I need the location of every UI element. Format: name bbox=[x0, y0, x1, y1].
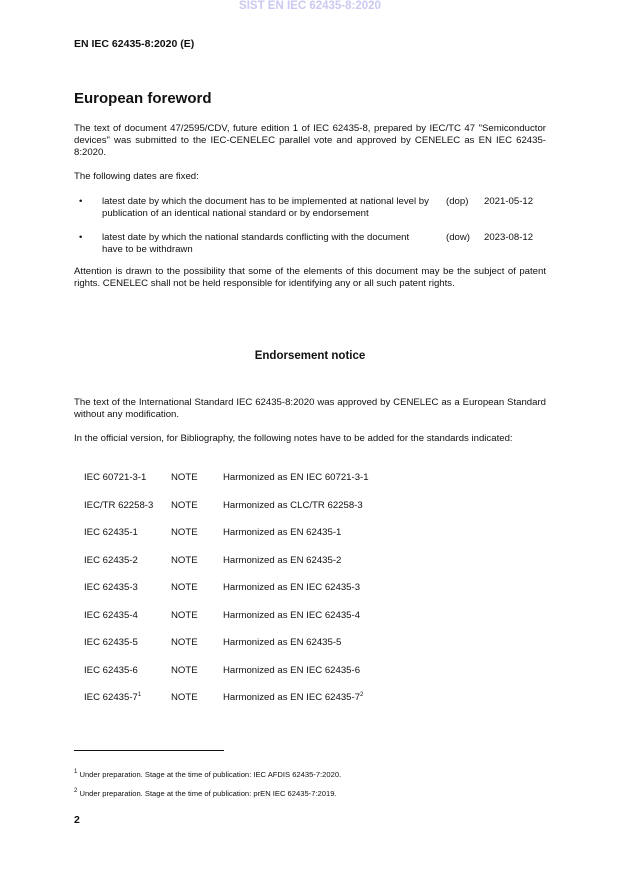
harmonized-text bbox=[223, 582, 360, 593]
date-description: latest date by which the document has to be implemented at national level by publication of an identical national standard or by endorsement bbox=[102, 196, 429, 219]
note-label: NOTE bbox=[171, 637, 198, 648]
harmonized-text-value: Harmonized as EN IEC 62435-7 bbox=[223, 692, 361, 703]
date-value: 2021-05-12 bbox=[484, 196, 534, 207]
note-row bbox=[84, 555, 544, 567]
harmonized-text-value: Harmonized as EN IEC 62435-4 bbox=[223, 609, 361, 621]
foreword-intro: The text of document 47/2595/CDV, future edition 1 of IEC 62435-8, prepared by IEC/TC 47 "Semiconductor devices" was submitted to the IEC-CENELEC parallel vote and approved by CENELEC as EN IEC 62435-8:2020. bbox=[74, 123, 546, 158]
standard-id bbox=[84, 610, 138, 621]
note-label: NOTE bbox=[171, 554, 198, 566]
harmonized-text-value: Harmonized as CLC/TR 62258-3 bbox=[223, 499, 363, 511]
date-code: (dop) bbox=[446, 196, 469, 207]
standard-id-text: IEC 62435-5 bbox=[84, 637, 138, 648]
harmonized-text-value: Harmonized as EN IEC 60721-3-1 bbox=[223, 472, 369, 483]
standard-id bbox=[84, 527, 138, 538]
harmonized-text bbox=[223, 692, 363, 703]
harmonized-text-value: Harmonized as EN 62435-5 bbox=[223, 637, 342, 648]
note-label: NOTE bbox=[171, 664, 198, 676]
standard-id bbox=[84, 555, 138, 566]
note-row bbox=[84, 500, 544, 512]
note-label: NOTE bbox=[171, 499, 198, 511]
harmonized-text bbox=[223, 665, 360, 676]
footnote-ref: 2 bbox=[360, 692, 364, 698]
note-row bbox=[84, 665, 544, 677]
footnote-ref: 1 bbox=[137, 692, 142, 698]
note-row bbox=[84, 472, 544, 484]
harmonized-text bbox=[223, 610, 360, 621]
page-number: 2 bbox=[74, 814, 80, 826]
harmonized-text-value: Harmonized as EN IEC 62435-3 bbox=[223, 582, 361, 593]
dates-intro: The following dates are fixed: bbox=[74, 171, 199, 182]
standard-id-text: IEC/TR 62258-3 bbox=[84, 499, 154, 511]
document-header: EN IEC 62435-8:2020 (E) bbox=[74, 38, 195, 50]
harmonized-text-value: Harmonized as EN 62435-2 bbox=[223, 554, 342, 566]
note-row bbox=[84, 610, 544, 622]
standard-id-text: IEC 62435-1 bbox=[84, 527, 138, 538]
standard-id-text: IEC 62435-4 bbox=[84, 609, 138, 621]
standard-id bbox=[84, 692, 141, 703]
standard-id bbox=[84, 637, 138, 648]
date-value: 2023-08-12 bbox=[484, 232, 534, 243]
harmonized-text bbox=[223, 472, 369, 483]
footnote-marker: 2 bbox=[74, 788, 78, 794]
date-code: (dow) bbox=[446, 232, 470, 243]
footnote-divider bbox=[74, 750, 224, 751]
standard-id-text: IEC 62435-7 bbox=[84, 692, 138, 703]
note-row bbox=[84, 582, 544, 594]
note-label: NOTE bbox=[171, 527, 198, 538]
footnote-2 bbox=[74, 788, 337, 798]
footnote-text: Under preparation. Stage at the time of publication: IEC AFDIS 62435-7:2020. bbox=[77, 770, 342, 779]
standard-id bbox=[84, 665, 138, 676]
note-row bbox=[84, 637, 544, 649]
standard-id bbox=[84, 582, 138, 593]
standard-id bbox=[84, 472, 146, 483]
patent-attention: Attention is drawn to the possibility that some of the elements of this document may be the subject of patent rights. CENELEC shall not be held responsible for identifying any or all such patent rights. bbox=[74, 266, 546, 289]
harmonized-text bbox=[223, 555, 341, 566]
foreword-title: European foreword bbox=[74, 90, 212, 107]
harmonized-text bbox=[223, 500, 363, 511]
footnote-1 bbox=[74, 769, 341, 779]
note-label: NOTE bbox=[171, 609, 198, 621]
standard-id-text: IEC 62435-2 bbox=[84, 554, 138, 566]
bibliography-text: In the official version, for Bibliography, the following notes have to be added for the standards indicated: bbox=[74, 433, 513, 444]
standard-id-text: IEC 60721-3-1 bbox=[84, 472, 147, 483]
bullet-icon: • bbox=[79, 232, 83, 243]
note-label: NOTE bbox=[171, 582, 198, 593]
footnote-marker: 1 bbox=[74, 769, 78, 775]
footnote-text: Under preparation. Stage at the time of publication: prEN IEC 62435-7:2019. bbox=[77, 789, 337, 798]
harmonized-text-value: Harmonized as EN IEC 62435-6 bbox=[223, 664, 361, 676]
watermark: SIST EN IEC 62435-8:2020 bbox=[239, 0, 381, 12]
date-description: latest date by which the national standards conflicting with the document have to be withdrawn bbox=[102, 232, 410, 255]
note-row bbox=[84, 692, 544, 704]
standard-id-text: IEC 62435-6 bbox=[84, 664, 138, 676]
standard-id bbox=[84, 500, 153, 511]
harmonized-text-value: Harmonized as EN 62435-1 bbox=[223, 527, 342, 538]
bullet-icon: • bbox=[79, 196, 83, 207]
note-label: NOTE bbox=[171, 472, 198, 483]
harmonized-text bbox=[223, 527, 341, 538]
standard-id-text: IEC 62435-3 bbox=[84, 582, 138, 593]
note-label: NOTE bbox=[171, 692, 198, 703]
note-row bbox=[84, 527, 544, 539]
harmonized-text bbox=[223, 637, 341, 648]
endorsement-title: Endorsement notice bbox=[254, 350, 366, 362]
endorsement-text: The text of the International Standard IEC 62435-8:2020 was approved by CENELEC as a European Standard without any modification. bbox=[74, 397, 546, 420]
